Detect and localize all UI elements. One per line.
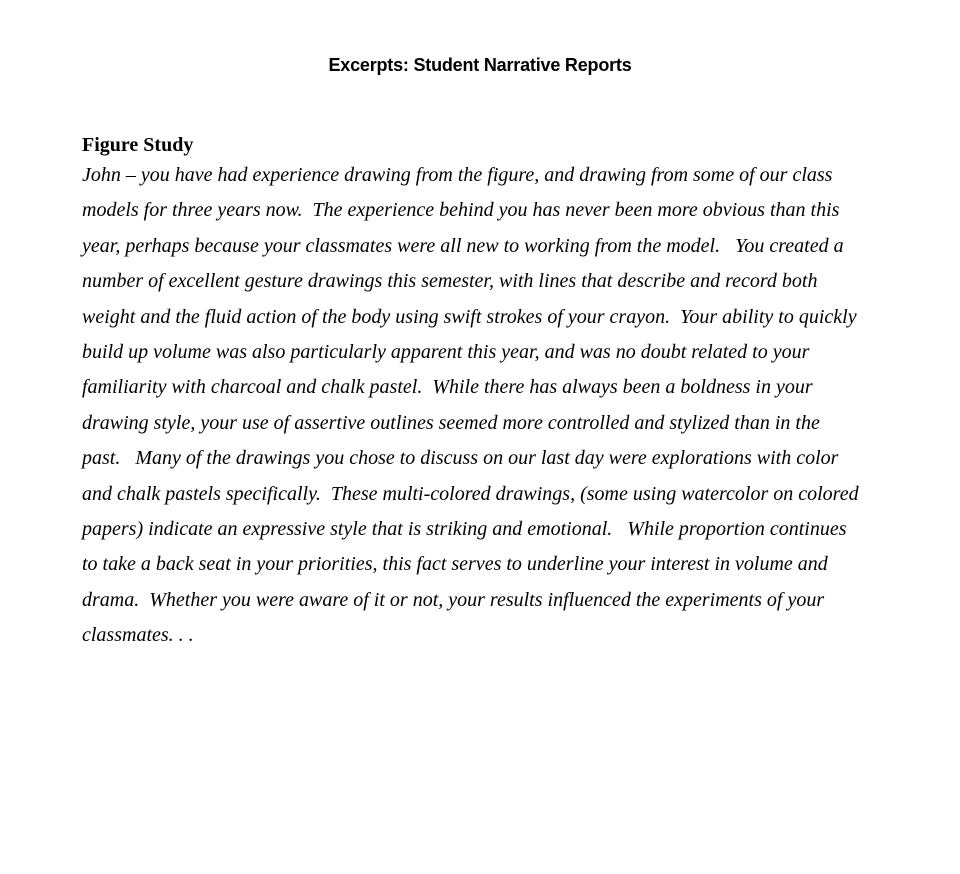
paragraph-line: build up volume was also particularly apparent this year, and was no doubt related to your xyxy=(82,341,810,364)
document-title: Excerpts: Student Narrative Reports xyxy=(328,55,632,75)
paragraph-line: drawing style, your use of assertive outlines seemed more controlled and stylized than in the xyxy=(82,411,820,434)
paragraph-line: past. Many of the drawings you chose to discuss on our last day were explorations with color xyxy=(82,447,839,470)
section-heading: Figure Study xyxy=(82,134,194,156)
paragraph-line: models for three years now. The experience behind you has never been more obvious than this xyxy=(82,199,840,222)
paragraph-line: weight and the fluid action of the body using swift strokes of your crayon. Your ability to quickly xyxy=(82,305,857,328)
paragraph-line: and chalk pastels specifically. These multi-colored drawings, (some using watercolor on colored xyxy=(82,482,859,505)
narrative-paragraph xyxy=(82,158,892,654)
paragraph-line: familiarity with charcoal and chalk pastel. While there has always been a boldness in your xyxy=(82,376,813,399)
paragraph-line: number of excellent gesture drawings this semester, with lines that describe and record both xyxy=(82,270,818,293)
paragraph-line: papers) indicate an expressive style that is striking and emotional. While proportion continues xyxy=(82,518,847,541)
paragraph-line: classmates. . . xyxy=(82,624,194,647)
paragraph-line: year, perhaps because your classmates were all new to working from the model. You created a xyxy=(82,234,844,257)
paragraph-line: John – you have had experience drawing from the figure, and drawing from some of our class xyxy=(82,164,833,186)
figure-study-section xyxy=(82,132,892,654)
paragraph-line: drama. Whether you were aware of it or not, your results influenced the experiments of your xyxy=(82,588,825,611)
paragraph-line: to take a back seat in your priorities, this fact serves to underline your interest in volume and xyxy=(82,553,828,576)
